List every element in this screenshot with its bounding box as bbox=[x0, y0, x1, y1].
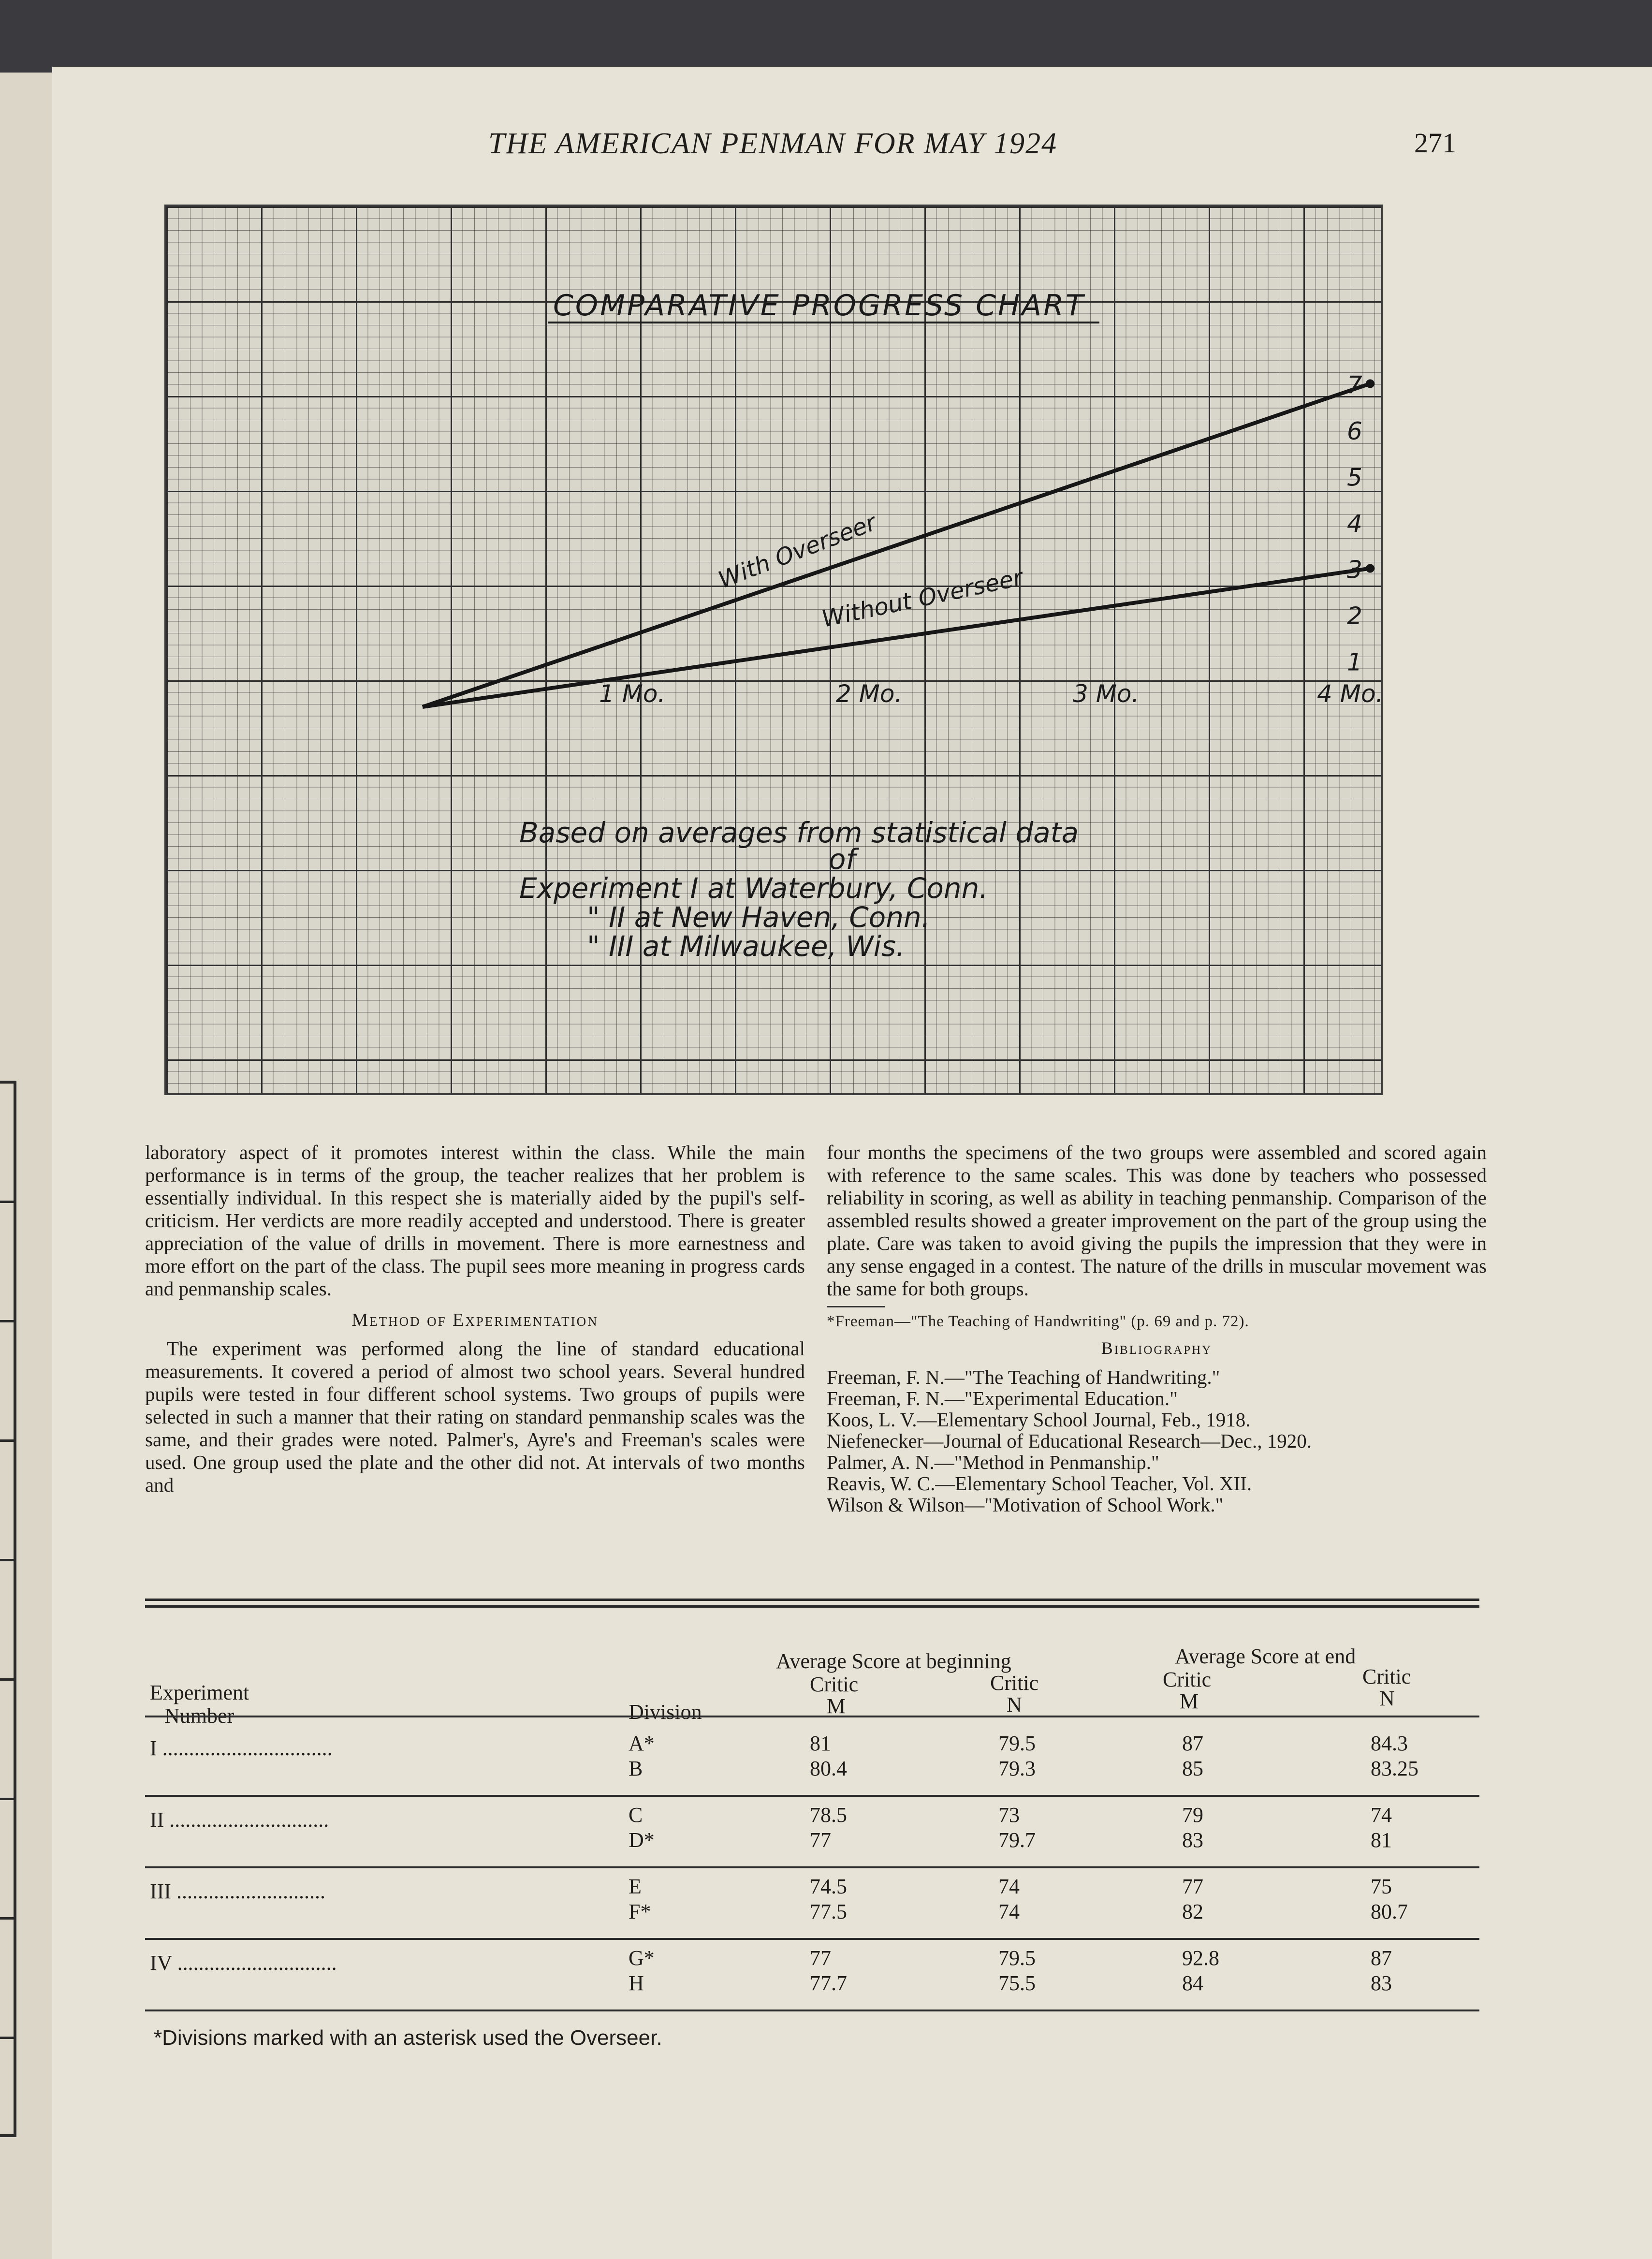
division-label: A* bbox=[629, 1731, 655, 1755]
division-label: C bbox=[629, 1803, 643, 1827]
x-tick-label: 1 Mo. bbox=[599, 680, 666, 708]
score-cell: 74 bbox=[998, 1875, 1020, 1898]
score-cell: 87 bbox=[1371, 1946, 1392, 1970]
score-cell: 79.5 bbox=[998, 1731, 1036, 1755]
y-tick-label: 6 bbox=[1347, 417, 1362, 445]
header-number: Number bbox=[164, 1704, 234, 1728]
facing-page-edge bbox=[0, 73, 52, 2259]
row-group-rule bbox=[145, 1795, 1479, 1797]
bibliography-item: Wilson & Wilson—"Motivation of School Work." bbox=[827, 1494, 1224, 1516]
score-cell: 79.7 bbox=[998, 1828, 1036, 1852]
footnote-rule bbox=[827, 1306, 885, 1307]
score-cell: 74 bbox=[998, 1900, 1020, 1923]
header-m-begin: M bbox=[827, 1694, 846, 1718]
score-cell: 80.7 bbox=[1371, 1900, 1408, 1923]
score-cell: 84 bbox=[1182, 1971, 1203, 1995]
right-column bbox=[827, 1141, 1487, 1515]
score-cell: 85 bbox=[1182, 1757, 1203, 1780]
score-cell: 83.25 bbox=[1371, 1757, 1418, 1780]
experiment-number: IV .............................. bbox=[150, 1951, 337, 1975]
bibliography-list bbox=[827, 1366, 1487, 1515]
score-cell: 84.3 bbox=[1371, 1731, 1408, 1755]
x-tick-label: 4 Mo. bbox=[1317, 680, 1384, 708]
y-tick-label: 3 bbox=[1347, 556, 1362, 584]
experiment-number: III ............................ bbox=[150, 1879, 325, 1903]
score-cell: 77.5 bbox=[810, 1900, 847, 1923]
bibliography-item: Palmer, A. N.—"Method in Penmanship." bbox=[827, 1451, 1159, 1473]
row-group-rule bbox=[145, 1938, 1479, 1940]
score-cell: 81 bbox=[810, 1731, 831, 1755]
score-cell: 74.5 bbox=[810, 1875, 847, 1898]
y-tick-label: 4 bbox=[1347, 510, 1362, 538]
score-cell: 75 bbox=[1371, 1875, 1392, 1898]
bibliography-item: Freeman, F. N.—"Experimental Education." bbox=[827, 1387, 1178, 1409]
division-label: G* bbox=[629, 1946, 655, 1970]
score-cell: 78.5 bbox=[810, 1803, 847, 1827]
running-head: THE AMERICAN PENMAN FOR MAY 1924 bbox=[488, 127, 1058, 160]
table-top-rule bbox=[145, 1599, 1479, 1601]
experiment-number: I ................................ bbox=[150, 1736, 333, 1760]
series-label-with-overseer: With Overseer bbox=[715, 509, 880, 594]
score-cell: 87 bbox=[1182, 1731, 1203, 1755]
score-cell: 75.5 bbox=[998, 1971, 1036, 1995]
header-begin: Average Score at beginning bbox=[776, 1649, 1011, 1673]
chart-svg bbox=[166, 206, 1383, 1095]
left-paragraph-1: laboratory aspect of it promotes interest within the class. While the main performance is in terms of the group, the teacher realizes that her problem is essentially individual. In this respect she is materially aided by the pupil's self-criticism. Her verdicts are more readily accepted and understood. There is greater appreciation of the value of drills in movement. There is more earnestness and more effort on the part of the class. The pupil sees more meaning in progress cards and penmanship scales. bbox=[145, 1141, 805, 1300]
bibliography-heading: Bibliography bbox=[1101, 1338, 1213, 1358]
chart-note-line-2: of bbox=[829, 843, 856, 876]
header-critic-end-m: Critic bbox=[1163, 1668, 1212, 1691]
score-cell: 83 bbox=[1371, 1971, 1392, 1995]
line-with-overseer bbox=[423, 384, 1370, 707]
table-footnote: *Divisions marked with an asterisk used the Overseer. bbox=[154, 2026, 662, 2050]
left-column bbox=[145, 1141, 805, 1496]
footnote: *Freeman—"The Teaching of Handwriting" (p. 69 and p. 72). bbox=[827, 1313, 1249, 1330]
header-m-end: M bbox=[1180, 1689, 1199, 1713]
header-division: Division bbox=[629, 1700, 702, 1724]
division-label: B bbox=[629, 1757, 643, 1780]
score-cell: 73 bbox=[998, 1803, 1020, 1827]
chart-title: COMPARATIVE PROGRESS CHART bbox=[553, 289, 1085, 323]
score-cell: 77 bbox=[810, 1828, 831, 1852]
facing-page-table-fragment bbox=[0, 1081, 16, 2137]
score-cell: 92.8 bbox=[1182, 1946, 1219, 1970]
score-cell: 77 bbox=[810, 1946, 831, 1970]
y-tick-label: 1 bbox=[1347, 648, 1362, 676]
division-label: H bbox=[629, 1971, 644, 1995]
x-tick-label: 2 Mo. bbox=[836, 680, 903, 708]
header-n-end: N bbox=[1379, 1687, 1395, 1710]
header-critic-end-n: Critic bbox=[1362, 1665, 1411, 1688]
header-experiment: Experiment bbox=[150, 1681, 249, 1704]
bibliography-item: Koos, L. V.—Elementary School Journal, Feb., 1918. bbox=[827, 1408, 1251, 1431]
division-label: E bbox=[629, 1875, 642, 1898]
right-paragraph-1: four months the specimens of the two groups were assembled and scored again with reference to the same scales. This was done by teachers who possessed reliability in scoring, as well as ability in teaching penmanship. Comparison of the assembled results showed a greater improvement on the part of the group using the plate. Care was taken to avoid giving the pupils the impression that they were in any sense engaged in a contest. The nature of the drills in muscular movement was the same for both groups. bbox=[827, 1141, 1487, 1300]
score-cell: 83 bbox=[1182, 1828, 1203, 1852]
page-number: 271 bbox=[1414, 127, 1456, 159]
chart-note-line-1: Based on averages from statistical data bbox=[519, 816, 1079, 849]
score-cell: 79.3 bbox=[998, 1757, 1036, 1780]
score-cell: 79 bbox=[1182, 1803, 1203, 1827]
row-group-rule bbox=[145, 2010, 1479, 2011]
score-cell: 82 bbox=[1182, 1900, 1203, 1923]
score-cell: 74 bbox=[1371, 1803, 1392, 1827]
header-critic-begin-n: Critic bbox=[990, 1671, 1039, 1695]
bibliography-item: Reavis, W. C.—Elementary School Teacher, Vol. XII. bbox=[827, 1472, 1252, 1495]
header-n-begin: N bbox=[1007, 1693, 1022, 1716]
series-label-without-overseer: Without Overseer bbox=[819, 563, 1025, 633]
table-top-rule-2 bbox=[145, 1605, 1479, 1608]
y-tick-label: 7 bbox=[1347, 371, 1362, 399]
y-tick-label: 5 bbox=[1347, 463, 1362, 492]
chart-note-line-3: Experiment I at Waterbury, Conn. bbox=[519, 872, 988, 905]
score-cell: 77.7 bbox=[810, 1971, 847, 1995]
division-label: D* bbox=[629, 1828, 655, 1852]
score-cell: 77 bbox=[1182, 1875, 1203, 1898]
series-endpoint bbox=[1366, 564, 1374, 573]
chart-note-line-5: " III at Milwaukee, Wis. bbox=[587, 930, 905, 963]
x-tick-label: 3 Mo. bbox=[1073, 680, 1140, 708]
header-critic-begin-m: Critic bbox=[810, 1672, 859, 1696]
table-header-rule bbox=[145, 1716, 1479, 1717]
y-tick-label: 2 bbox=[1347, 602, 1362, 630]
score-cell: 79.5 bbox=[998, 1946, 1036, 1970]
score-cell: 80.4 bbox=[810, 1757, 847, 1780]
series-endpoint bbox=[1366, 380, 1374, 388]
left-paragraph-2: The experiment was performed along the line of standard educational measurements. It covered a period of almost two school years. Several hundred pupils were tested in four different school systems. Two groups of pupils were selected in such a manner that their rating on standard penmanship scales was the same, and their grades were noted. Palmer's, Ayre's and Freeman's scales were used. One group used the plate and the other did not. At intervals of two months and bbox=[145, 1337, 805, 1496]
division-label: F* bbox=[629, 1900, 651, 1923]
row-group-rule bbox=[145, 1866, 1479, 1868]
bibliography-item: Freeman, F. N.—"The Teaching of Handwriting." bbox=[827, 1366, 1220, 1388]
bibliography-item: Niefenecker—Journal of Educational Research—Dec., 1920. bbox=[827, 1430, 1312, 1452]
header-end: Average Score at end bbox=[1175, 1644, 1356, 1668]
experiment-number: II .............................. bbox=[150, 1808, 329, 1832]
progress-chart bbox=[164, 205, 1383, 1095]
chart-note-line-4: " II at New Haven, Conn. bbox=[587, 901, 931, 934]
score-cell: 81 bbox=[1371, 1828, 1392, 1852]
section-heading: Method of Experimentation bbox=[351, 1310, 599, 1330]
